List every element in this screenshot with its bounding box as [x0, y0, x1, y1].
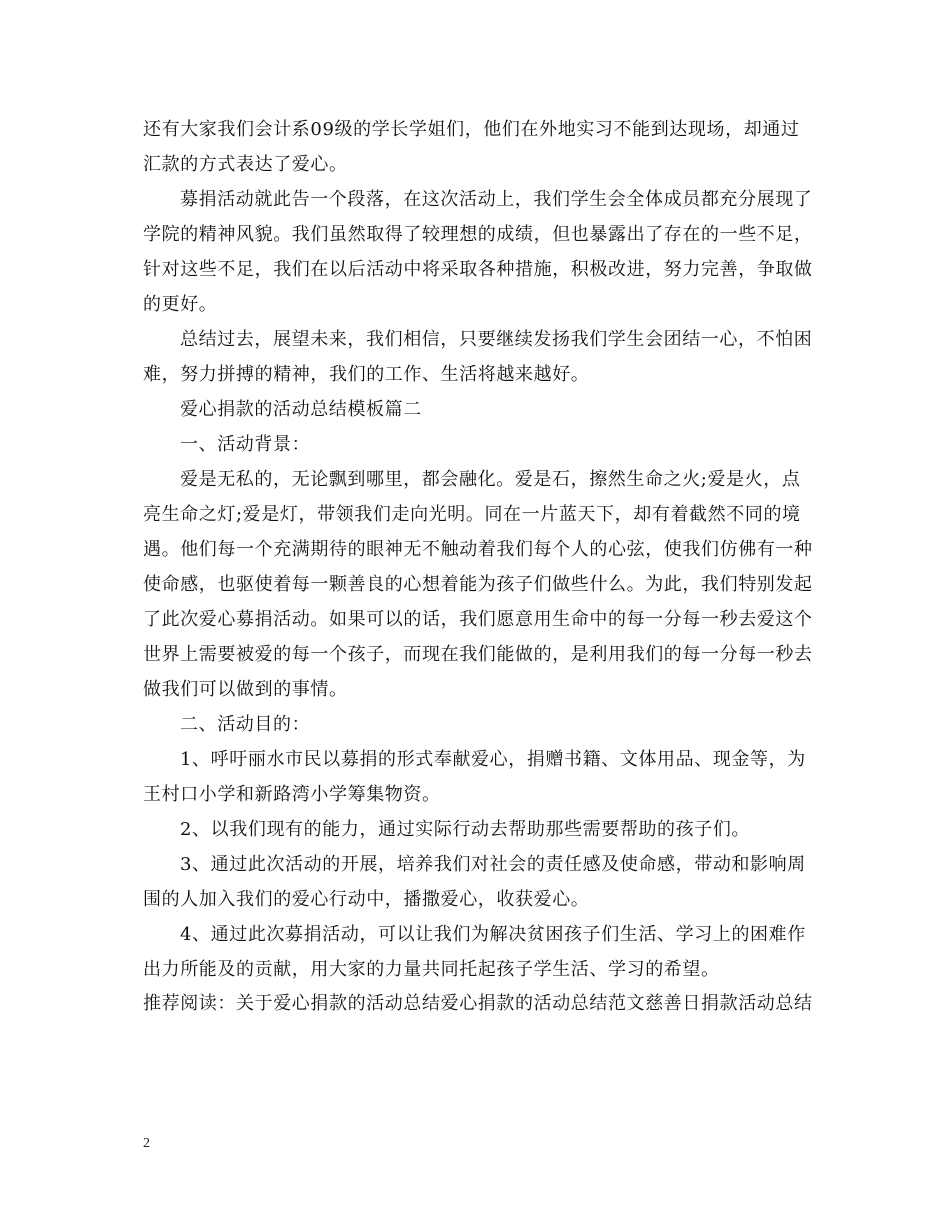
section-heading: 爱心捐款的活动总结模板篇二 — [180, 399, 422, 420]
purpose-item-1: 1、呼吁丽水市民以募捐的形式奉献爱心，捐赠书籍、文体用品、现金等，为王村口小学和新路湾小学筹集物资。 — [143, 749, 806, 805]
purpose-item-4: 4、通过此次募捐活动，可以让我们为解决贫困孩子们生活、学习上的困难作出力所能及的贡献，用大家的力量共同托起孩子学生活、学习的希望。 — [143, 924, 806, 980]
subsection-heading-background: 一、活动背景： — [180, 434, 311, 455]
subsection-heading-purpose: 二、活动目的： — [180, 714, 311, 735]
paragraph-background: 爱是无私的，无论飘到哪里，都会融化。爱是石，擦然生命之火;爱是火，点亮生命之灯;爱是灯，带领我们走向光明。同在一片蓝天下，却有着截然不同的境遇。他们每一个充满期待的眼神无不触动着我们每个人的心弦，使我们仿佛有一种使命感，也驱使着每一颗善良的心想着能为孩子们做些什么。为此，我们特别发起了此次爱心募捐活动。如果可以的话，我们愿意用生命中的每一分每一秒去爱这个世界上需要被爱的每一个孩子，而现在我们能做的，是利用我们的每一分每一秒去做我们可以做到的事情。 — [143, 469, 813, 700]
paragraph-summary: 募捐活动就此告一个段落，在这次活动上，我们学生会全体成员都充分展现了学院的精神风貌。我们虽然取得了较理想的成绩，但也暴露出了存在的一些不足，针对这些不足，我们在以后活动中将采取各种措施，积极改进，努力完善，争取做的更好。 — [143, 189, 813, 315]
purpose-item-2: 2、以我们现有的能力，通过实际行动去帮助那些需要帮助的孩子们。 — [180, 819, 751, 840]
document-body — [143, 112, 813, 1021]
paragraph-outlook: 总结过去，展望未来，我们相信，只要继续发扬我们学生会团结一心，不怕困难，努力拼搏的精神，我们的工作、生活将越来越好。 — [143, 329, 813, 385]
recommended-reading: 推荐阅读：关于爱心捐款的活动总结爱心捐款的活动总结范文慈善日捐款活动总结 — [143, 993, 813, 1014]
purpose-item-3: 3、通过此次活动的开展，培养我们对社会的责任感及使命感，带动和影响周围的人加入我们的爱心行动中，播撒爱心，收获爱心。 — [143, 854, 806, 910]
paragraph-continuation: 还有大家我们会计系09级的学长学姐们，他们在外地实习不能到达现场，却通过汇款的方式表达了爱心。 — [143, 119, 800, 175]
page-number: 2 — [143, 1136, 150, 1151]
